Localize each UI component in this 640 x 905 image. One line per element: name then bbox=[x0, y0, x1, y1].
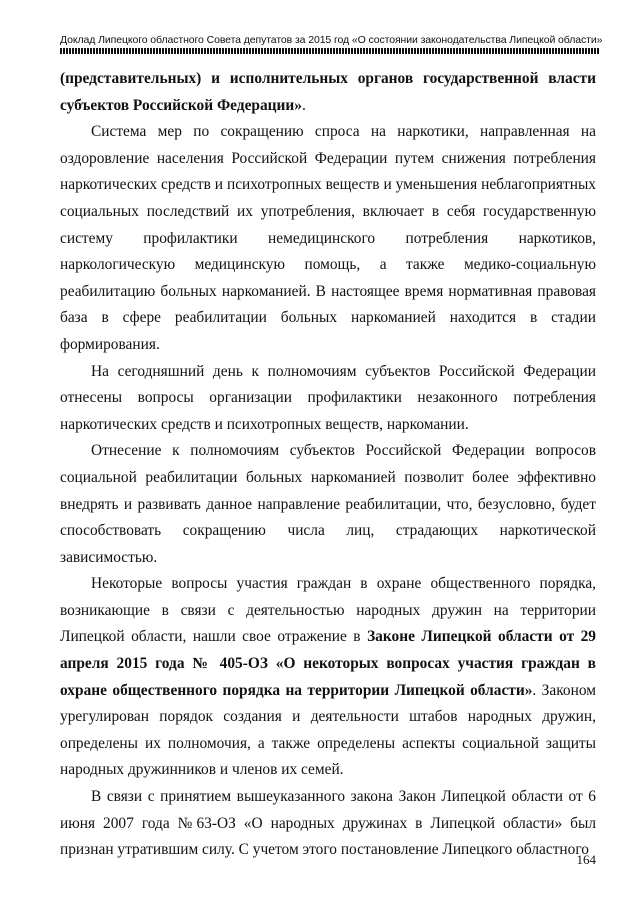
paragraph: В связи с принятием вышеуказанного закона Закон Липецкой области от 6 июня 2007 года №63-ОЗ «О народных дружинах в Липецкой области» был признан утратившим силу. С учетом этого постановление Липецкого областного bbox=[60, 788, 596, 859]
paragraph: На сегодняшний день к полномочиям субъектов Российской Федерации отнесены вопросы организации профилактики незаконного потребления наркотических средств и психотропных веществ, наркомании. bbox=[60, 362, 596, 433]
body-text bbox=[60, 66, 596, 864]
paragraph-text: . Законом урегулирован порядок создания и деятельности штабов народных дружин, определены их полномочия, а также определены аспекты социальной защиты народных дружинников и членов их семей. bbox=[60, 681, 596, 779]
page-number: 164 bbox=[576, 852, 596, 867]
running-header: Доклад Липецкого областного Совета депутатов за 2015 год «О состоянии законодательства Липецкой области» bbox=[60, 34, 603, 46]
paragraph: Система мер по сокращению спроса на наркотики, направленная на оздоровление населения Российской Федерации путем снижения потребления наркотических средств и психотропных веществ и уменьшения неблагоприятных социальных последствий их употребления, включает в себя государственную систему профилактики немедицинского потребления наркотиков, наркологическую медицинскую помощь, а также медико-социальную реабилитацию больных наркоманией. В настоящее время нормативная правовая база в сфере реабилитации больных наркоманией находится в стадии формирования. bbox=[60, 123, 596, 353]
paragraph-continuation bbox=[60, 66, 596, 119]
paragraph bbox=[60, 571, 596, 784]
paragraph: Отнесение к полномочиям субъектов Российской Федерации вопросов социальной реабилитации больных наркоманией позволит более эффективно внедрять и развивать данное направление реабилитации, что, безусловно, будет способствовать сокращению числа лиц, страдающих наркотической зависимостью. bbox=[60, 442, 596, 566]
paragraph-text: Некоторые вопросы участия граждан в охране общественного порядка, возникающие в связи с деятельностью народных дружин на территории Липецкой области, нашли свое отражение в bbox=[60, 575, 596, 646]
header-rule bbox=[60, 48, 600, 54]
bold-text: (представительных) и исполнительных органов государственной власти субъектов Российской Федерации» bbox=[60, 70, 596, 114]
paragraph-tail: . bbox=[301, 96, 306, 114]
law-reference: Законе Липецкой области от 29 апреля 2015 года № 405-ОЗ «О некоторых вопросах участия граждан в охране общественного порядка на территории Липецкой области» bbox=[60, 628, 597, 699]
